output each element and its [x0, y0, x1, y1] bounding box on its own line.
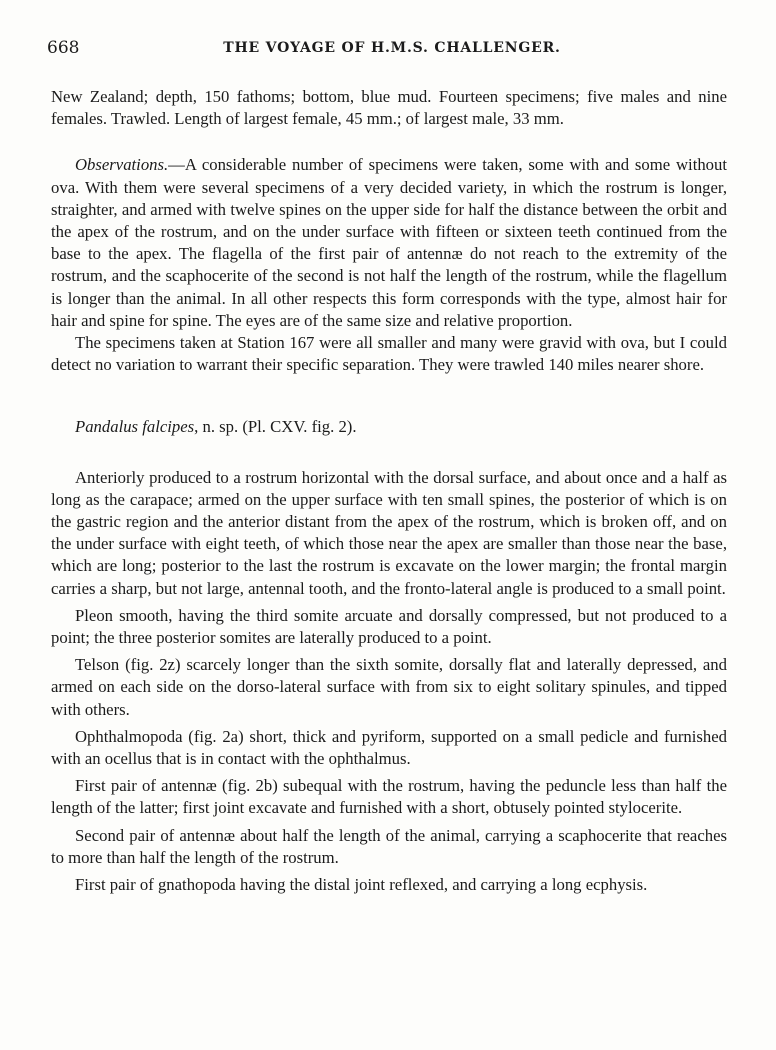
description-paragraph: Telson (fig. 2z) scarcely longer than the sixth somite, dorsally flat and laterally depressed, and armed on each side on the dorso-lateral surface with from six to eight solitary spinules, and tipped with others.	[51, 655, 727, 719]
description-paragraph: Anteriorly produced to a rostrum horizontal with the dorsal surface, and about once and a half as long as the carapace; armed on the upper surface with ten small spines, the posterior of which is on the gastric region and the anterior distant from the apex of the rostrum, which is broken off, and on the under surface with eight teeth, of which those near the apex are smaller than those near the base, which are long; posterior to the last the rostrum is excavate on the lower margin; the frontal margin carries a sharp, but not large, antennal tooth, and the fronto-lateral angle is produced to a small point.	[51, 467, 727, 598]
page-header	[47, 38, 737, 62]
page-number: 668	[47, 38, 80, 58]
description-paragraph: Ophthalmopoda (fig. 2a) short, thick and pyriform, supported on a small pedicle and furnished with an ocellus that is in contact with the ophthalmus.	[51, 726, 727, 769]
description-paragraph: First pair of gnathopoda having the distal joint reflexed, and carrying a long ecphysis.	[75, 875, 648, 895]
observations-paragraph	[51, 154, 727, 332]
page-body	[51, 86, 727, 896]
species-heading	[51, 416, 727, 438]
description-paragraph: Second pair of antennæ about half the length of the animal, carrying a scaphocerite that reaches to more than half the length of the rostrum.	[51, 825, 727, 867]
observations-paragraph-2: The specimens taken at Station 167 were all smaller and many were gravid with ova, but I could detect no variation to warrant their specific separation. They were trawled 140 miles nearer shore.	[51, 333, 727, 375]
description-paragraph: First pair of antennæ (fig. 2b) subequal with the rostrum, having the peduncle less than half the length of the latter; first joint excavate and furnished with a short, obtusely pointed stylocerite.	[51, 776, 727, 818]
species-name: Pandalus falcipes	[75, 417, 195, 437]
description-paragraph: Pleon smooth, having the third somite arcuate and dorsally compressed, but not produced to a point; the three posterior somites are laterally produced to a point.	[51, 605, 727, 648]
species-reference: , n. sp. (Pl. CXV. fig. 2).	[194, 417, 357, 437]
running-title: THE VOYAGE OF H.M.S. CHALLENGER.	[223, 40, 561, 56]
observations-text: —A considerable number of specimens were taken, some with and some without ova. With them were several specimens of a very decided variety, in which the rostrum is longer, straighter, and armed with twelve spines on the upper side for half the distance between the orbit and the apex of the rostrum, and on the under surface with fifteen or sixteen teeth continued from the base to the apex. The flagella of the first pair of antennæ do not reach to the extremity of the rostrum, and the scaphocerite of the second is not half the length of the rostrum, while the flagellum is longer than the animal. In all other respects this form corresponds with the type, almost hair for hair and spine for spine. The eyes are of the same size and relative proportion.	[51, 155, 727, 330]
observations-label: Observations.	[75, 155, 169, 175]
intro-paragraph: New Zealand; depth, 150 fathoms; bottom, blue mud. Fourteen specimens; five males and nine females. Trawled. Length of largest female, 45 mm.; of largest male, 33 mm.	[51, 87, 727, 129]
